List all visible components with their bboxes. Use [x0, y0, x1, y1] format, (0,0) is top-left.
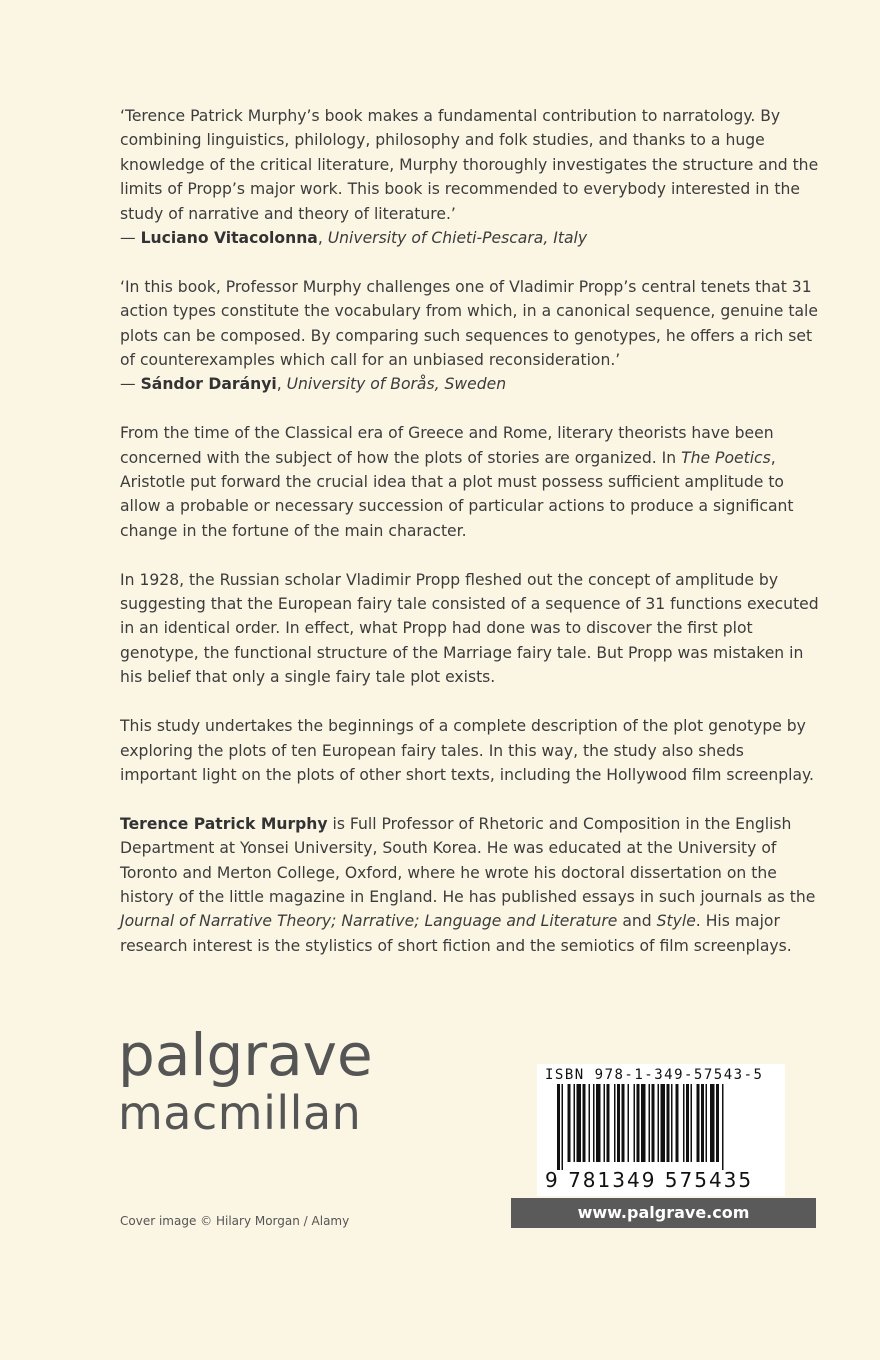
- barcode-bar: [614, 1084, 616, 1162]
- quote-text: ‘In this book, Professor Murphy challenges one of Vladimir Propp’s central tenets that 31 action types constitute the vocabulary from which, in a canonical sequence, genuine tale plots can be composed. By comparing such sequences to genotypes, he offers a rich set of counterexamples which call for an unbiased reconsideration.’: [120, 277, 818, 370]
- quote-vitacolonna: [120, 104, 820, 250]
- barcode-bar: [671, 1084, 673, 1162]
- publisher-logo: [118, 1021, 373, 1140]
- barcode-bar: [622, 1084, 625, 1162]
- barcode-bar: [661, 1084, 666, 1162]
- barcode-bar: [628, 1084, 630, 1162]
- barcode-bar: [691, 1084, 693, 1162]
- quote-daranyi: [120, 275, 820, 397]
- quote-attribution: [120, 372, 820, 396]
- barcode-bar: [568, 1084, 571, 1162]
- barcode-bar: [686, 1084, 689, 1162]
- logo-line-macmillan: macmillan: [118, 1086, 362, 1140]
- barcode-bar: [649, 1084, 651, 1162]
- barcode-number: 9 781349 575435: [545, 1168, 754, 1192]
- attribution-separator: ,: [317, 229, 328, 248]
- barcode-bar: [697, 1084, 700, 1162]
- barcode-bar: [722, 1084, 724, 1170]
- barcode-bar: [641, 1084, 646, 1162]
- book-title-poetics: The Poetics: [681, 448, 771, 467]
- barcode-bar: [637, 1084, 640, 1162]
- quote-author: Luciano Vitacolonna: [140, 229, 318, 248]
- publisher-url[interactable]: www.palgrave.com: [511, 1198, 816, 1228]
- attribution-separator: ,: [276, 375, 287, 394]
- barcode-bar: [683, 1084, 685, 1162]
- description-paragraph-1: [120, 421, 820, 543]
- quote-affiliation: University of Borås, Sweden: [286, 375, 507, 394]
- barcode-bar: [676, 1084, 679, 1162]
- quote-text: ‘Terence Patrick Murphy’s book makes a fundamental contribution to narratology. By combining linguistics, philology, philosophy and folk studies, and thanks to a huge knowledge of the critical literature, Murphy thoroughly investigates the structure and the limits of Propp’s major work. This book is recommended to everybody interested in the study of narrative and theory of literature.’: [120, 107, 819, 223]
- barcode-bars: [557, 1084, 765, 1170]
- logo-line-palgrave: palgrave: [118, 1021, 373, 1089]
- barcode-bar: [634, 1084, 636, 1162]
- barcode-bar: [593, 1084, 595, 1162]
- quote-author: Sándor Darányi: [140, 375, 277, 394]
- barcode-bar: [577, 1084, 582, 1162]
- barcode-bar: [583, 1084, 586, 1162]
- author-bio: [120, 812, 820, 958]
- bio-journals: Journal of Narrative Theory; Narrative; Language and Literature: [120, 912, 618, 931]
- author-name: Terence Patrick Murphy: [120, 814, 328, 833]
- paragraph-text: , Aristotle put forward the crucial idea that a plot must possess sufficient amplitude to allow a probable or necessary succession of particular actions to produce a significant change in the fortune of the main character.: [120, 448, 794, 540]
- quote-affiliation: University of Chieti-Pescara, Italy: [327, 229, 588, 248]
- bio-text: and: [617, 912, 657, 931]
- cover-image-credit: Cover image © Hilary Morgan / Alamy: [120, 1214, 350, 1228]
- bio-text: is Full Professor of Rhetoric and Composition in the English Department at Yonsei University, South Korea. He was educated at the University of Toronto and Merton College, Oxford, where he wrote his doctoral dissertation on the history of the little magazine in England. He has published essays in such journals as the: [120, 814, 816, 906]
- barcode-bar: [710, 1084, 715, 1162]
- barcode-bar: [617, 1084, 620, 1162]
- barcode-bar: [596, 1084, 601, 1162]
- barcode-bar: [652, 1084, 655, 1162]
- quote-attribution: [120, 226, 820, 250]
- barcode-bar: [701, 1084, 704, 1162]
- back-cover-text: [120, 104, 820, 983]
- attribution-dash: —: [120, 229, 141, 248]
- isbn-label: ISBN 978-1-349-57543-5: [545, 1067, 764, 1083]
- barcode-bar: [589, 1084, 591, 1162]
- isbn-barcode: [537, 1064, 785, 1196]
- barcode-bar: [574, 1084, 576, 1162]
- attribution-dash: —: [120, 375, 141, 394]
- barcode-bar: [557, 1084, 560, 1170]
- barcode-bar: [706, 1084, 708, 1162]
- barcode-bar: [667, 1084, 670, 1162]
- barcode-bar: [604, 1084, 606, 1162]
- description-paragraph-3: This study undertakes the beginnings of a complete description of the plot genotype by exploring the plots of ten European fairy tales. In this way, the study also sheds important light on the plots of other short texts, including the Hollywood film screenplay.: [120, 717, 814, 784]
- barcode-bar: [562, 1084, 564, 1170]
- bio-text: . His major research interest is the stylistics of short fiction and the semiotics of film screenplays.: [120, 912, 792, 955]
- barcode-bar: [658, 1084, 660, 1162]
- description-paragraph-2: In 1928, the Russian scholar Vladimir Propp fleshed out the concept of amplitude by suggesting that the European fairy tale consisted of a sequence of 31 functions executed in an identical order. In effect, what Propp had done was to discover the first plot genotype, the functional structure of the Marriage fairy tale. But Propp was mistaken in his belief that only a single fairy tale plot exists.: [120, 570, 819, 687]
- paragraph-text: From the time of the Classical era of Greece and Rome, literary theorists have been concerned with the subject of how the plots of stories are organized. In: [120, 424, 774, 467]
- barcode-bar: [716, 1084, 719, 1162]
- bio-journal-style: Style: [656, 912, 696, 931]
- barcode-bar: [607, 1084, 610, 1162]
